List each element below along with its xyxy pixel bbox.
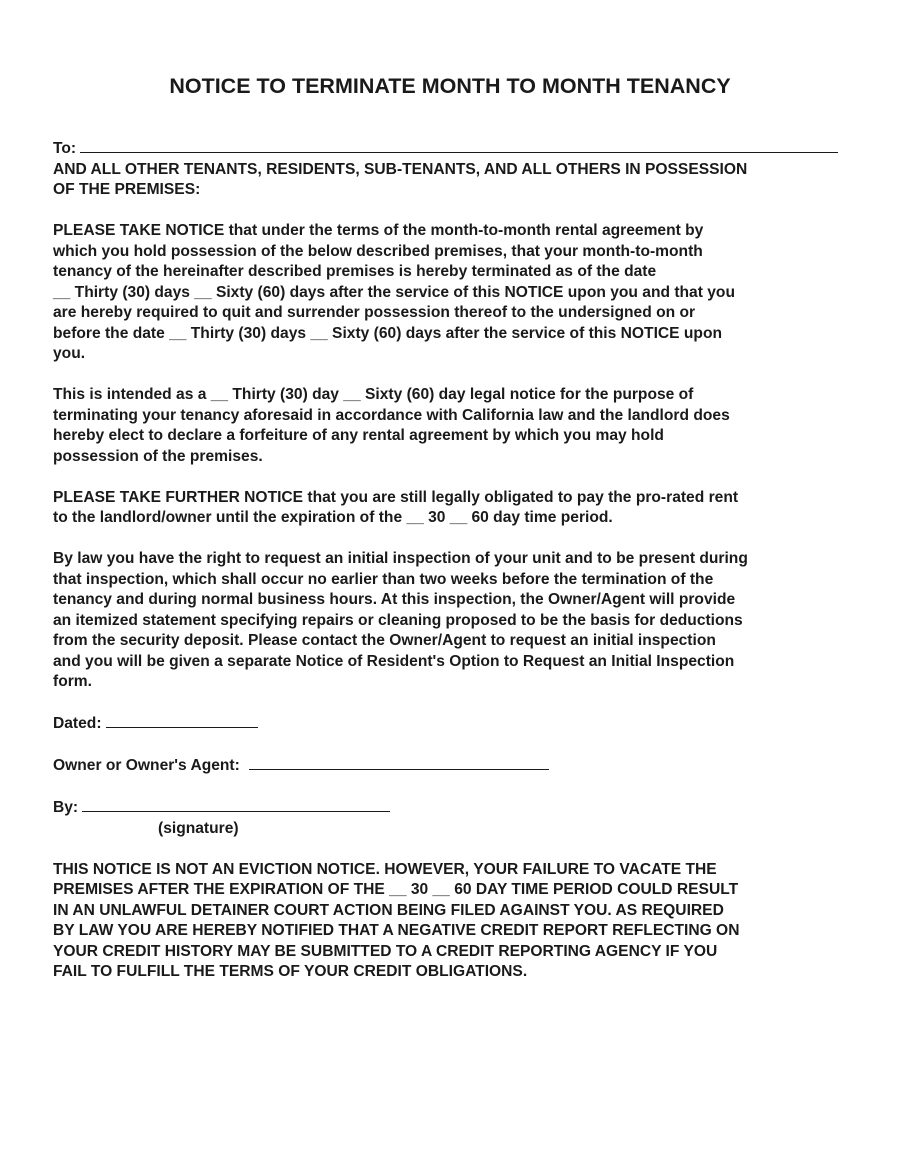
paragraph-line: possession of the premises. [53, 447, 263, 465]
paragraph-line: you. [53, 345, 86, 362]
owner-agent-label: Owner or Owner's Agent: [53, 757, 240, 774]
paragraph-line: hereby elect to declare a forfeiture of any rental agreement by which you may hold [53, 427, 664, 444]
disclaimer-line: YOUR CREDIT HISTORY MAY BE SUBMITTED TO A CREDIT REPORTING AGENCY IF YOU [53, 942, 718, 960]
dated-line [53, 713, 853, 735]
signature-blank-line[interactable] [82, 797, 390, 812]
to-blank-line[interactable] [80, 138, 838, 153]
paragraph-further-notice [53, 488, 853, 529]
paragraph-line: which you hold possession of the below described premises, that your month-to-month [53, 242, 703, 260]
paragraph-line: terminating your tenancy aforesaid in accordance with California law and the landlord does [53, 406, 730, 424]
disclaimer-line: IN AN UNLAWFUL DETAINER COURT ACTION BEING FILED AGAINST YOU. AS REQUIRED [53, 901, 724, 919]
disclaimer-line: FAIL TO FULFILL THE TERMS OF YOUR CREDIT OBLIGATIONS. [53, 963, 528, 980]
paragraph-line: By law you have the right to request an initial inspection of your unit and to be present during [53, 550, 748, 567]
owner-agent-line [53, 755, 853, 777]
dated-blank-line[interactable] [106, 713, 258, 728]
paragraph-legal-notice [53, 385, 853, 467]
addressee-block [53, 160, 853, 201]
signature-caption: (signature) [158, 819, 239, 837]
paragraph-line: form. [53, 673, 92, 690]
document-body [53, 138, 853, 983]
paragraph-line: PLEASE TAKE FURTHER NOTICE that you are still legally obligated to pay the pro-rated rent [53, 488, 739, 506]
paragraph-line: that inspection, which shall occur no earlier than two weeks before the termination of the [53, 570, 714, 588]
to-line [53, 138, 853, 160]
paragraph-line: __ Thirty (30) days __ Sixty (60) days after the service of this NOTICE upon you and that you [53, 283, 735, 301]
disclaimer-line: BY LAW YOU ARE HEREBY NOTIFIED THAT A NEGATIVE CREDIT REPORT REFLECTING ON [53, 922, 740, 939]
dated-label: Dated: [53, 715, 102, 732]
disclaimer-block [53, 860, 853, 983]
addressee-line: AND ALL OTHER TENANTS, RESIDENTS, SUB-TENANTS, AND ALL OTHERS IN POSSESSION [53, 160, 748, 178]
paragraph-inspection-rights [53, 549, 853, 693]
paragraph-line: This is intended as a __ Thirty (30) day __ Sixty (60) day legal notice for the purpose of [53, 386, 694, 403]
paragraph-line: from the security deposit. Please contact the Owner/Agent to request an initial inspection [53, 632, 716, 649]
document-title: NOTICE TO TERMINATE MONTH TO MONTH TENANCY [169, 74, 731, 98]
to-label: To: [53, 140, 77, 157]
owner-agent-blank-line[interactable] [249, 755, 549, 770]
paragraph-line: before the date __ Thirty (30) days __ Sixty (60) days after the service of this NOTICE upon [53, 324, 722, 342]
paragraph-termination-notice [53, 221, 853, 365]
paragraph-line: an itemized statement specifying repairs or cleaning proposed to be the basis for deductions [53, 611, 743, 629]
paragraph-line: are hereby required to quit and surrender possession thereof to the undersigned on or [53, 304, 696, 321]
by-line [53, 797, 853, 819]
by-label: By: [53, 799, 79, 816]
paragraph-line: to the landlord/owner until the expiration of the __ 30 __ 60 day time period. [53, 509, 613, 526]
paragraph-line: PLEASE TAKE NOTICE that under the terms of the month-to-month rental agreement by [53, 222, 704, 239]
paragraph-line: tenancy of the hereinafter described premises is hereby terminated as of the date [53, 263, 657, 280]
disclaimer-line: THIS NOTICE IS NOT AN EVICTION NOTICE. HOWEVER, YOUR FAILURE TO VACATE THE [53, 860, 717, 878]
disclaimer-line: PREMISES AFTER THE EXPIRATION OF THE __ 30 __ 60 DAY TIME PERIOD COULD RESULT [53, 881, 739, 898]
paragraph-line: tenancy and during normal business hours. At this inspection, the Owner/Agent will provide [53, 591, 736, 608]
addressee-line: OF THE PREMISES: [53, 181, 201, 198]
paragraph-line: and you will be given a separate Notice of Resident's Option to Request an Initial Inspection [53, 652, 735, 670]
